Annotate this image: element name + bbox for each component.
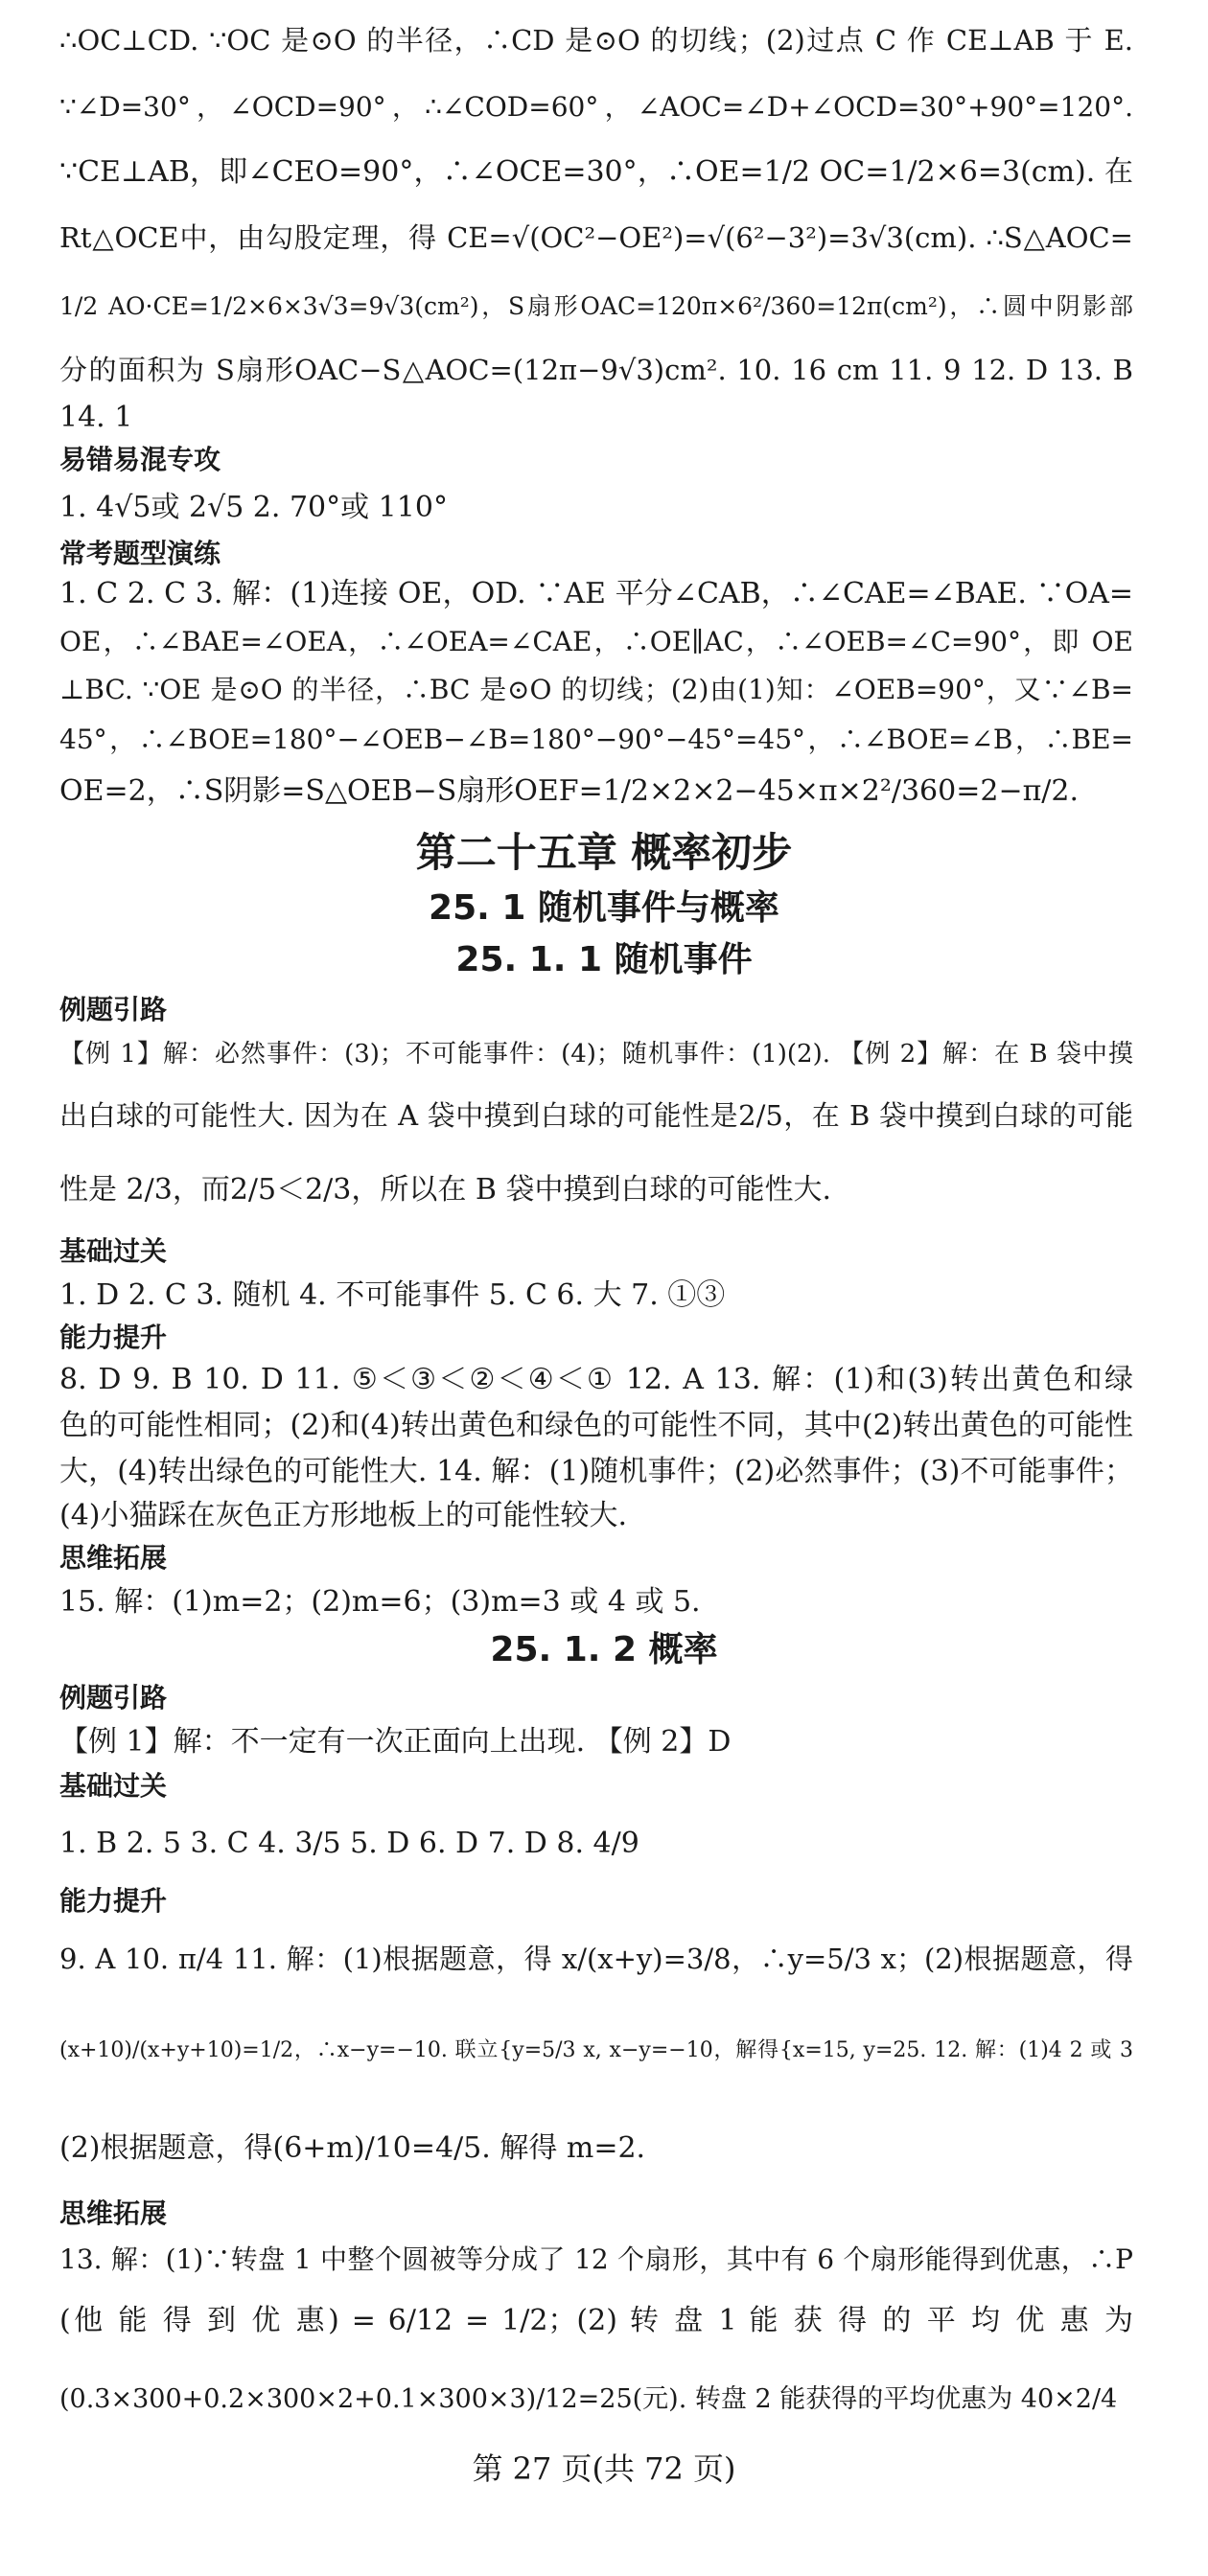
text-line: 8. D 9. B 10. D 11. ⑤＜③＜②＜④＜① 12. A 13. 解：(1)和(3)转出黄色和绿 bbox=[59, 1363, 1133, 1396]
text-line: ∴OC⊥CD. ∵OC 是⊙O 的半径，∴CD 是⊙O 的切线；(2)过点 C 作 CE⊥AB 于 E. bbox=[59, 24, 1133, 57]
text-line: 1. 4√5或 2√5 2. 70°或 110° bbox=[59, 491, 448, 524]
text-line: 【例 1】解：必然事件：(3)；不可能事件：(4)；随机事件：(1)(2). 【例 2】解：在 B 袋中摸 bbox=[59, 1040, 1133, 1069]
text-line: 分的面积为 S扇形OAC−S△AOC=(12π−9√3)cm². 10. 16 cm 11. 9 12. D 13. B bbox=[59, 354, 1133, 386]
text-line: 14. 1 bbox=[59, 401, 133, 434]
text-line: 大，(4)转出绿色的可能性大. 14. 解：(1)随机事件；(2)必然事件；(3)不可能事件； bbox=[59, 1455, 1133, 1488]
text-line: 1/2 AO·CE=1/2×6×3√3=9√3(cm²)，S扇形OAC=120π×6²/360=12π(cm²)，∴圆中阴影部 bbox=[59, 292, 1133, 320]
section-heading: 思维拓展 bbox=[59, 1542, 168, 1574]
text-line: OE=2，∴S阴影=S△OEB−S扇形OEF=1/2×2×2−45×π×2²/360=2−π/2. bbox=[59, 774, 1080, 808]
text-line: 【例 1】解：不一定有一次正面向上出现. 【例 2】D bbox=[59, 1725, 732, 1759]
text-line: 45°，∴∠BOE=180°−∠OEB−∠B=180°−90°−45°=45°，∴∠BOE=∠B，∴BE= bbox=[59, 724, 1133, 755]
section-heading: 例题引路 bbox=[59, 994, 168, 1025]
text-line: (4)小猫踩在灰色正方形地板上的可能性较大. bbox=[59, 1499, 628, 1532]
text-line: 1. D 2. C 3. 随机 4. 不可能事件 5. C 6. 大 7. ①③ bbox=[59, 1278, 726, 1312]
text-line: 性是 2/3，而2/5＜2/3，所以在 B 袋中摸到白球的可能性大. bbox=[59, 1173, 832, 1207]
section-heading: 思维拓展 bbox=[59, 2197, 168, 2229]
text-line: 1. C 2. C 3. 解：(1)连接 OE，OD. ∵AE 平分∠CAB，∴∠CAE=∠BAE. ∵OA= bbox=[59, 577, 1133, 610]
text-line: 1. B 2. 5 3. C 4. 3/5 5. D 6. D 7. D 8. 4/9 bbox=[59, 1827, 639, 1860]
text-line: 色的可能性相同；(2)和(4)转出黄色和绿色的可能性不同，其中(2)转出黄色的可能性 bbox=[59, 1409, 1133, 1442]
text-line: (0.3×300+0.2×300×2+0.1×300×3)/12=25(元). 转盘 2 能获得的平均优惠为 40×2/4 bbox=[59, 2384, 1118, 2414]
section-heading: 常考题型演练 bbox=[59, 538, 221, 569]
chapter-title: 第二十五章 概率初步 bbox=[415, 829, 793, 876]
text-line: 9. A 10. π/4 11. 解：(1)根据题意，得 x/(x+y)=3/8，∴y=5/3 x；(2)根据题意，得 bbox=[59, 1943, 1133, 1975]
text-line: ⊥BC. ∵OE 是⊙O 的半径，∴BC 是⊙O 的切线；(2)由(1)知：∠OEB=90°，又∵∠B= bbox=[59, 674, 1133, 705]
text-line: 15. 解：(1)m=2；(2)m=6；(3)m=3 或 4 或 5. bbox=[59, 1585, 701, 1619]
text-line: ∵∠D=30°，∠OCD=90°，∴∠COD=60°，∠AOC=∠D+∠OCD=30°+90°=120°. bbox=[59, 91, 1133, 123]
section-heading: 易错易混专攻 bbox=[59, 444, 221, 475]
section-heading: 能力提升 bbox=[59, 1885, 168, 1917]
section-heading: 基础过关 bbox=[59, 1770, 168, 1802]
section-heading: 能力提升 bbox=[59, 1322, 168, 1353]
text-line: OE，∴∠BAE=∠OEA，∴∠OEA=∠CAE，∴OE∥AC，∴∠OEB=∠C=90°，即 OE bbox=[59, 626, 1133, 657]
subsection-title: 25. 1. 2 概率 bbox=[490, 1630, 718, 1669]
text-line: (2)根据题意，得(6+m)/10=4/5. 解得 m=2. bbox=[59, 2131, 646, 2165]
text-line: (x+10)/(x+y+10)=1/2，∴x−y=−10. 联立{y=5/3 x, x−y=−10，解得{x=15, y=25. 12. 解：(1)4 2 或 3 bbox=[59, 2038, 1133, 2062]
text-line: Rt△OCE中，由勾股定理，得 CE=√(OC²−OE²)=√(6²−3²)=3√3(cm). ∴S△AOC= bbox=[59, 221, 1133, 254]
text-line: (他 能 得 到 优 惠) = 6/12 = 1/2；(2) 转 盘 1 能 获 得 的 平 均 优 惠 为 bbox=[59, 2304, 1133, 2337]
text-line: ∵CE⊥AB，即∠CEO=90°，∴∠OCE=30°，∴OE=1/2 OC=1/2×6=3(cm). 在 bbox=[59, 155, 1133, 189]
text-line: 13. 解：(1)∵转盘 1 中整个圆被等分成了 12 个扇形，其中有 6 个扇形能得到优惠，∴P bbox=[59, 2243, 1133, 2275]
page-number-footer: 第 27 页(共 72 页) bbox=[472, 2450, 736, 2487]
text-line: 出白球的可能性大. 因为在 A 袋中摸到白球的可能性是2/5，在 B 袋中摸到白球的可能 bbox=[59, 1099, 1133, 1132]
section-heading: 基础过关 bbox=[59, 1235, 168, 1267]
section-title: 25. 1 随机事件与概率 bbox=[429, 888, 779, 928]
subsection-title: 25. 1. 1 随机事件 bbox=[455, 940, 753, 979]
section-heading: 例题引路 bbox=[59, 1682, 168, 1714]
